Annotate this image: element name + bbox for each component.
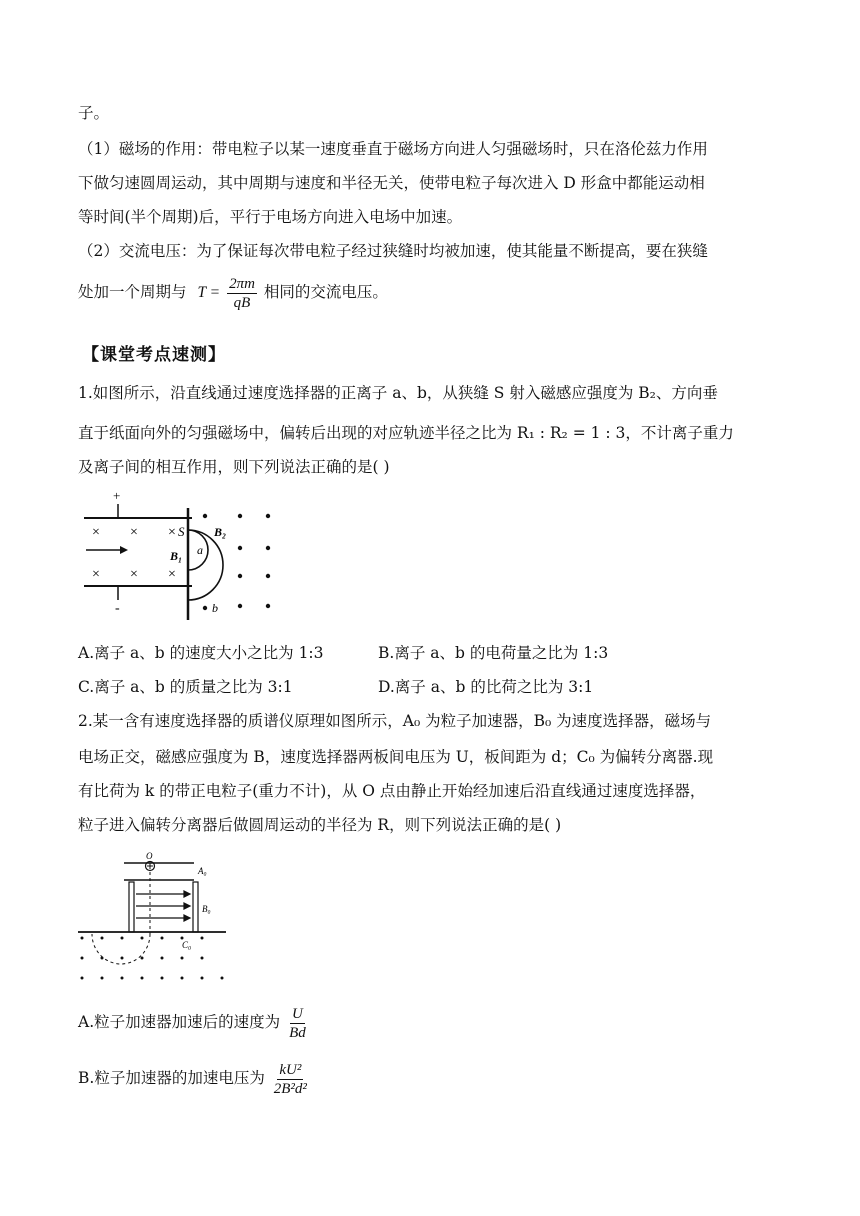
q1-line-1: 1.如图所示，沿直线通过速度选择器的正离子 a、b，从狭缝 S 射入磁感应强度为 B₂、方向垂 bbox=[78, 384, 718, 402]
q2-option-a-numerator: U bbox=[291, 1005, 303, 1022]
q1-line-3: 及离子间的相互作用，则下列说法正确的是( ) bbox=[78, 458, 390, 476]
q2-option-b-numerator: kU² bbox=[279, 1061, 302, 1078]
a0-label: A₀ bbox=[198, 866, 207, 876]
svg-text:×: × bbox=[168, 525, 176, 540]
intro-p1-line-2: 下做匀速圆周运动，其中周期与速度和半径无关，使带电粒子每次进入 D 形盒中都能运动相 bbox=[78, 174, 705, 192]
slit-s-label: S bbox=[178, 524, 185, 539]
q2-option-b-fraction bbox=[272, 1061, 309, 1098]
b2-label: B₂ bbox=[214, 525, 227, 539]
intro-p1-line-3: 等时间(半个周期)后，平行于电场方向进入电场中加速。 bbox=[78, 208, 463, 226]
point-o-label: O bbox=[146, 851, 153, 861]
q1-option-b[interactable]: B.离子 a、b 的电荷量之比为 1:3 bbox=[378, 644, 609, 662]
q2-option-a-text: A.粒子加速器加速后的速度为 bbox=[78, 1013, 281, 1031]
intro-line-0: 子。 bbox=[78, 104, 110, 122]
minus-sign: - bbox=[115, 601, 120, 616]
intro-p2-line-2 bbox=[78, 272, 788, 313]
q2-option-b-denominator: 2B²d² bbox=[273, 1080, 307, 1097]
q2-option-a[interactable] bbox=[78, 1002, 788, 1042]
svg-text:×: × bbox=[92, 525, 100, 540]
svg-text:×: × bbox=[92, 567, 100, 582]
period-lhs: T = bbox=[197, 284, 221, 301]
q2-line-4: 粒子进入偏转分离器后做圆周运动的半径为 R，则下列说法正确的是( ) bbox=[78, 816, 562, 834]
q2-option-a-fraction bbox=[287, 1005, 308, 1042]
svg-text:×: × bbox=[168, 567, 176, 582]
plus-sign: + bbox=[113, 488, 121, 503]
q1-option-a[interactable]: A.离子 a、b 的速度大小之比为 1:3 bbox=[78, 644, 324, 662]
q2-line-1: 2.某一含有速度选择器的质谱仪原理如图所示，A₀ 为粒子加速器，B₀ 为速度选择器，磁场与 bbox=[78, 712, 712, 730]
q2-option-a-denominator: Bd bbox=[289, 1024, 306, 1041]
q1-figure bbox=[80, 488, 280, 628]
svg-text:×: × bbox=[130, 567, 138, 582]
q2-option-b-text: B.粒子加速器的加速电压为 bbox=[78, 1069, 265, 1087]
period-denominator: qB bbox=[233, 294, 251, 311]
trajectory-a-label: a bbox=[197, 543, 203, 557]
q1-option-d[interactable]: D.离子 a、b 的比荷之比为 3:1 bbox=[378, 678, 594, 696]
q2-figure bbox=[76, 850, 236, 990]
period-numerator: 2πm bbox=[229, 275, 255, 292]
b1-label: B₁ bbox=[170, 549, 183, 563]
intro-p1-line-1: （1）磁场的作用：带电粒子以某一速度垂直于磁场方向进人匀强磁场时，只在洛伦兹力作用 bbox=[78, 140, 708, 158]
svg-text:×: × bbox=[130, 525, 138, 540]
trajectory-b-label: b bbox=[212, 601, 218, 615]
period-fraction bbox=[227, 275, 257, 312]
section-heading: 【课堂考点速测】 bbox=[82, 345, 226, 365]
q2-line-2: 电场正交，磁感应强度为 B，速度选择器两板间电压为 U，板间距为 d；C₀ 为偏转分离器.现 bbox=[78, 748, 714, 766]
intro-p2-post: 相同的交流电压。 bbox=[263, 283, 388, 301]
intro-p2-line-1: （2）交流电压：为了保证每次带电粒子经过狭缝时均被加速，使其能量不断提高，要在狭缝 bbox=[78, 242, 708, 260]
q1-option-c[interactable]: C.离子 a、b 的质量之比为 3:1 bbox=[78, 678, 293, 696]
q1-line-2: 直于纸面向外的匀强磁场中，偏转后出现的对应轨迹半径之比为 R₁ : R₂ = 1 : 3，不计离子重力 bbox=[78, 424, 734, 442]
intro-p2-pre: 处加一个周期与 bbox=[78, 283, 187, 301]
q2-line-3: 有比荷为 k 的带正电粒子(重力不计)，从 O 点由静止开始经加速后沿直线通过速度选择器， bbox=[78, 782, 706, 800]
b0-label: B₀ bbox=[202, 904, 211, 914]
q2-option-b[interactable] bbox=[78, 1058, 788, 1098]
c0-label: C₀ bbox=[182, 940, 192, 950]
